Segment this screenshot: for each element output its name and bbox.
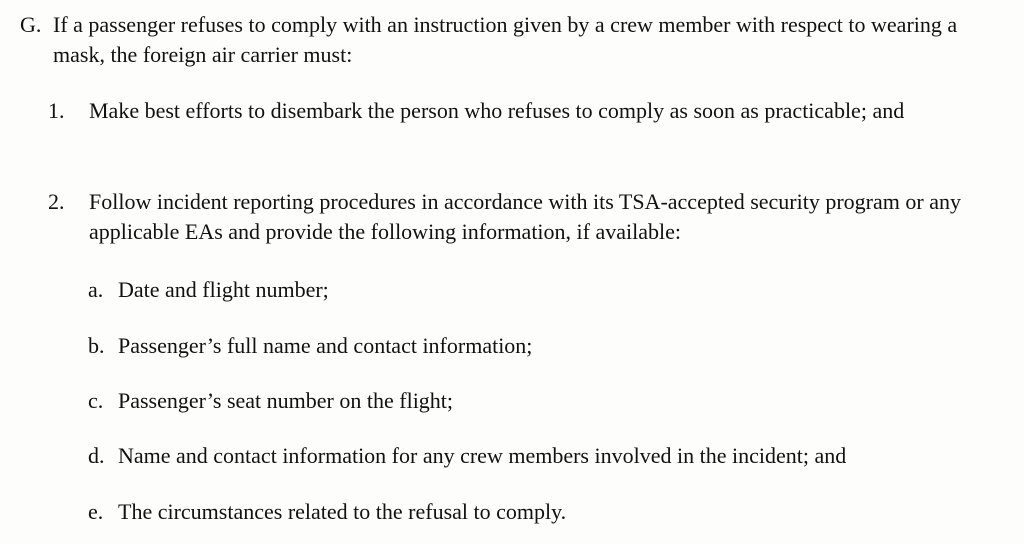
sub-item-text: Date and flight number; (118, 277, 329, 302)
sub-item-text: Passenger’s full name and contact information; (118, 333, 533, 358)
sub-item-e (88, 497, 988, 527)
sub-item-marker: a. (88, 277, 104, 302)
sub-item-d (88, 441, 988, 471)
sub-item-marker: b. (88, 333, 105, 358)
item-text: Make best efforts to disembark the person who refuses to comply as soon as practicable; and (89, 98, 905, 123)
sub-item-c (88, 386, 988, 416)
sub-item-marker: c. (88, 388, 104, 413)
sub-item-text: Passenger’s seat number on the flight; (118, 388, 454, 413)
item-marker: 1. (48, 98, 65, 123)
item-marker: 2. (48, 189, 65, 214)
sub-item-text: The circumstances related to the refusal to comply. (118, 499, 567, 524)
numbered-item-1 (48, 96, 1010, 126)
sub-item-marker: e. (88, 499, 104, 524)
sub-item-a (88, 275, 988, 305)
sub-item-marker: d. (88, 443, 105, 468)
section-text: If a passenger refuses to comply with an instruction given by a crew member with respect to wearing a mask, the foreign air carrier must: (53, 12, 958, 67)
sub-item-b (88, 331, 988, 361)
section-marker: G. (20, 12, 42, 37)
item-text: Follow incident reporting procedures in accordance with its TSA-accepted security program or any applicable EAs and provide the following information, if available: (89, 189, 961, 244)
section-g-paragraph (20, 10, 1010, 70)
sub-item-text: Name and contact information for any crew members involved in the incident; and (118, 443, 847, 468)
numbered-item-2 (48, 187, 1010, 247)
